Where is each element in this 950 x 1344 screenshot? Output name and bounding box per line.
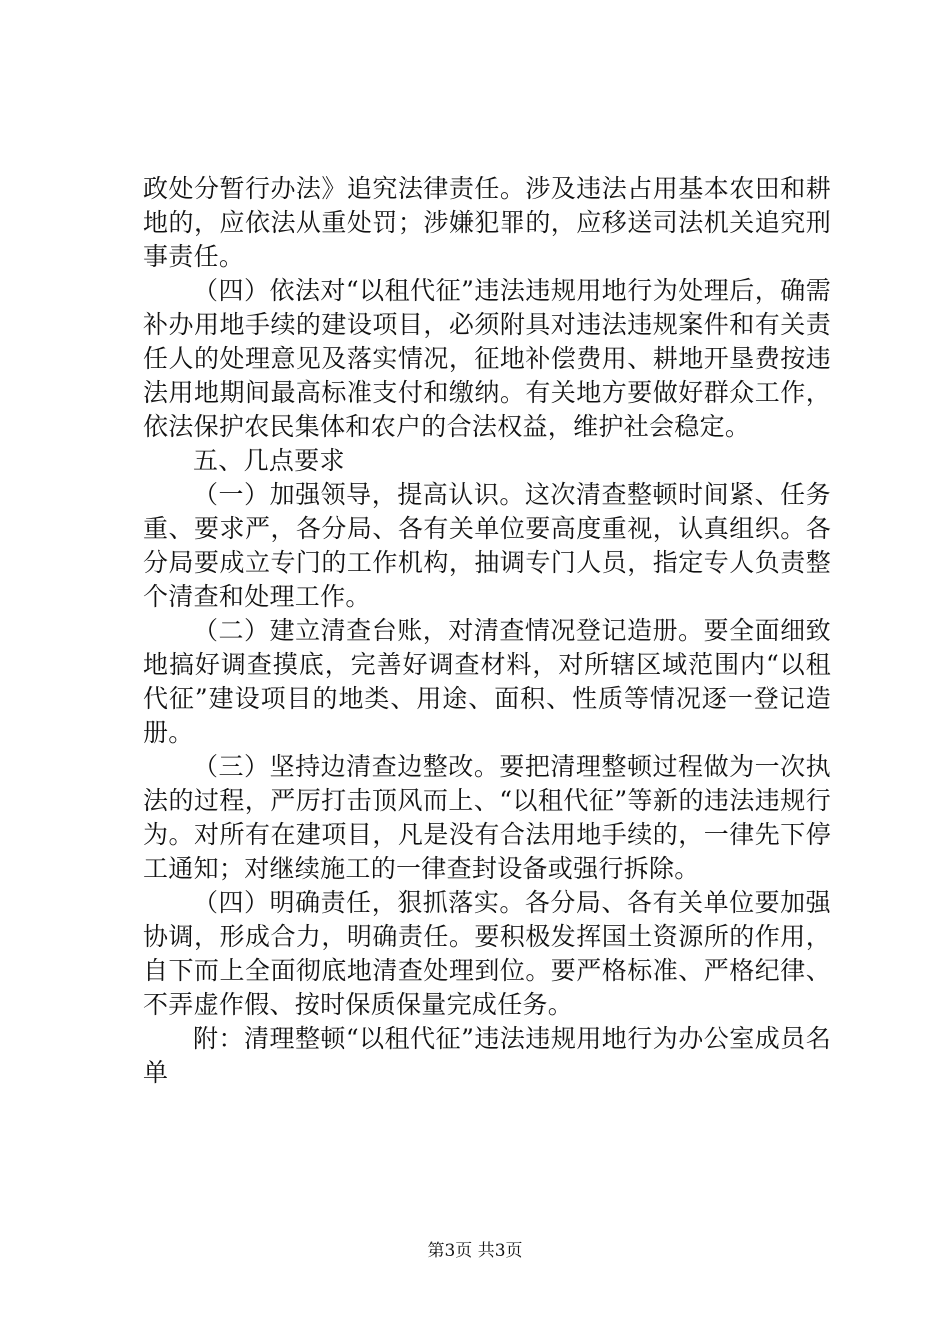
page-number: 第3页 共3页 (427, 1241, 523, 1261)
attachment-note: 附：清理整顿“以租代征”违法违规用地行为办公室成员名单 (143, 1024, 831, 1087)
document-body (143, 172, 831, 1090)
paragraph-requirement-3: （三）坚持边清查边整改。要把清理整顿过程做为一次执法的过程，严厉打击顶风而上、“以租代征”等新的违法违规行为。对所有在建项目，凡是没有合法用地手续的，一律先下停工通知；对继续施工的一律查封设备或强行拆除。 (143, 752, 831, 883)
section-heading-requirements: 五、几点要求 (193, 446, 345, 475)
paragraph-continuation: 政处分暂行办法》追究法律责任。涉及违法占用基本农田和耕地的，应依法从重处罚；涉嫌犯罪的，应移送司法机关追究刑事责任。 (143, 174, 831, 271)
paragraph-item-4: （四）依法对“以租代征”违法违规用地行为处理后，确需补办用地手续的建设项目，必须附具对违法违规案件和有关责任人的处理意见及落实情况，征地补偿费用、耕地开垦费按违法用地期间最高标准支付和缴纳。有关地方要做好群众工作，依法保护农民集体和农户的合法权益，维护社会稳定。 (143, 276, 831, 441)
paragraph-requirement-1: （一）加强领导，提高认识。这次清查整顿时间紧、任务重、要求严，各分局、各有关单位要高度重视，认真组织。各分局要成立专门的工作机构，抽调专门人员，指定专人负责整个清查和处理工作。 (143, 480, 831, 611)
paragraph-requirement-2: （二）建立清查台账，对清查情况登记造册。要全面细致地搞好调查摸底，完善好调查材料，对所辖区域范围内“以租代征”建设项目的地类、用途、面积、性质等情况逐一登记造册。 (143, 616, 831, 747)
page-footer (0, 1240, 950, 1262)
paragraph-requirement-4: （四）明确责任，狠抓落实。各分局、各有关单位要加强协调，形成合力，明确责任。要积极发挥国土资源所的作用，自下而上全面彻底地清查处理到位。要严格标准、严格纪律、不弄虚作假、按时保质保量完成任务。 (143, 888, 831, 1019)
